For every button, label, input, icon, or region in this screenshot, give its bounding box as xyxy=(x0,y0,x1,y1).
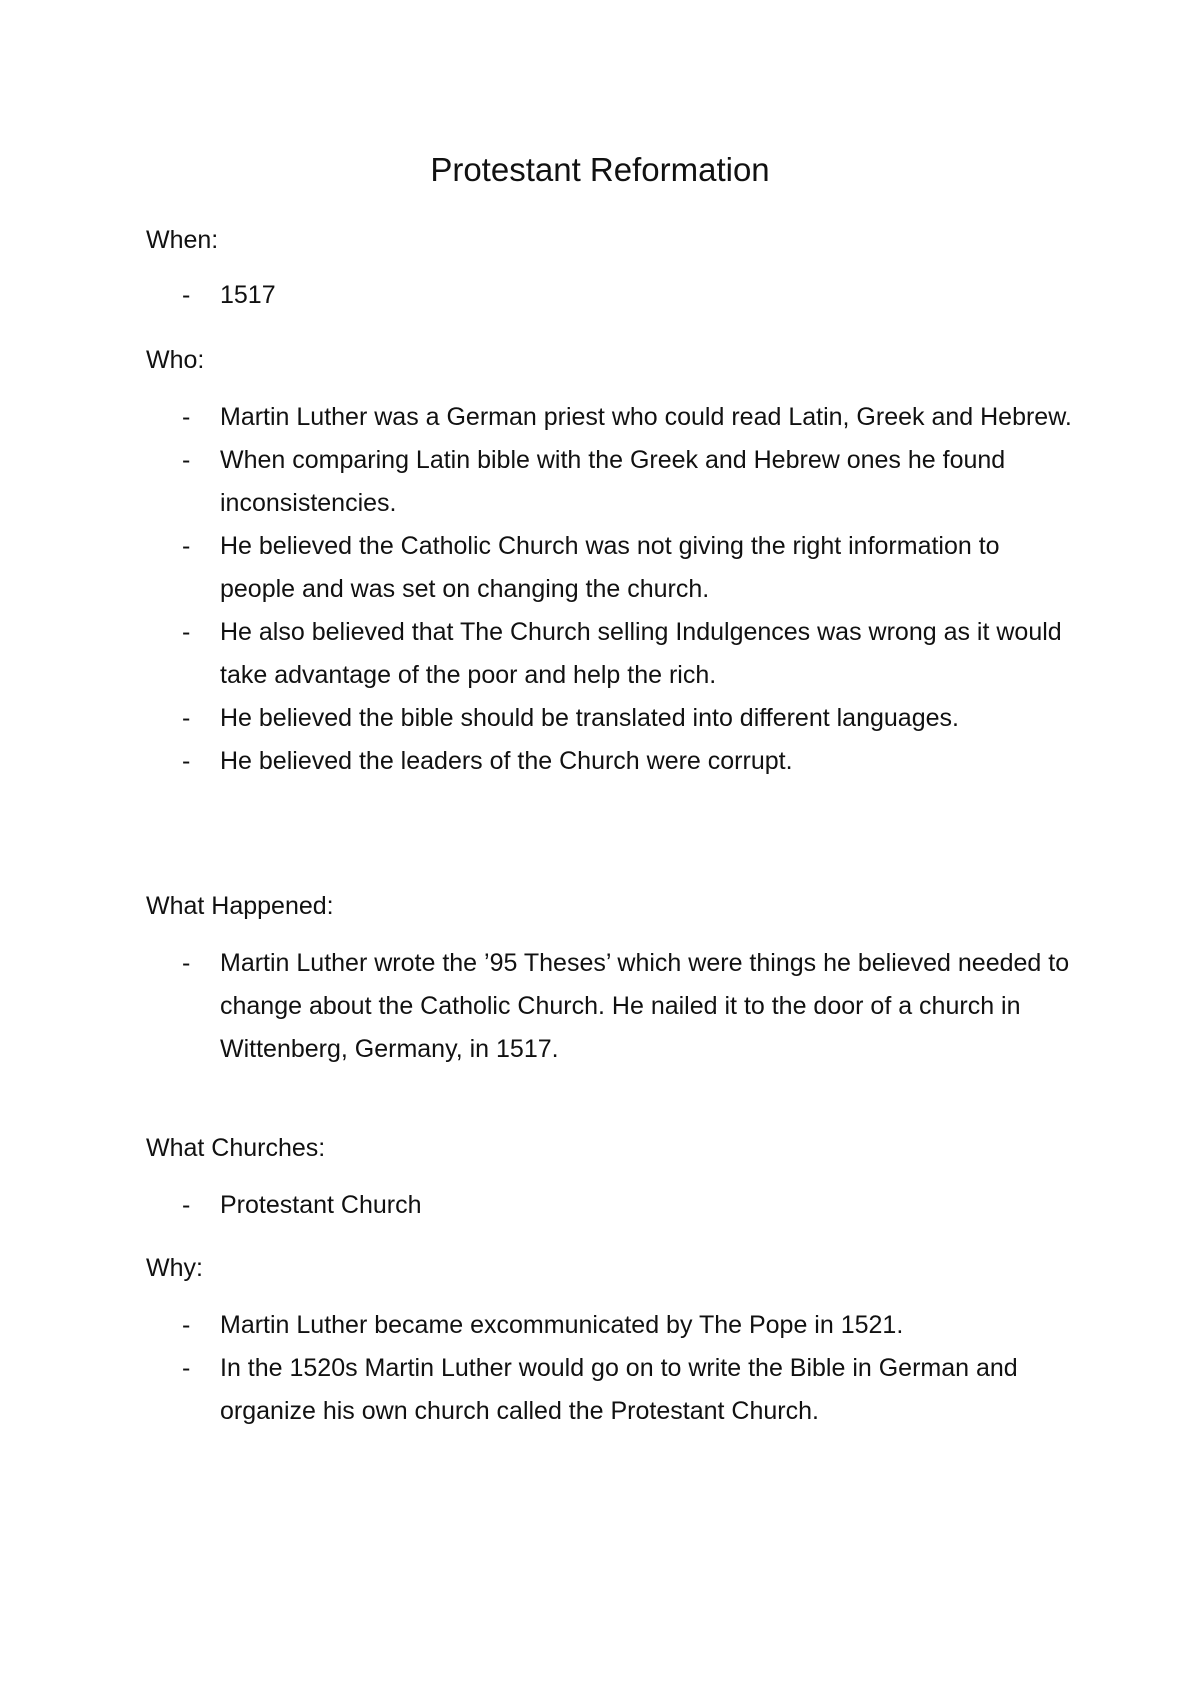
list-item xyxy=(146,1304,1076,1347)
dash-bullet-icon: - xyxy=(182,1311,191,1339)
dash-bullet-icon: - xyxy=(182,281,191,309)
section-heading: Why: xyxy=(146,1254,203,1282)
section-heading: What Happened: xyxy=(146,892,334,920)
list-item xyxy=(146,1184,1076,1227)
list-item xyxy=(146,439,1076,525)
list-item-text: Martin Luther became excommunicated by The Pope in 1521. xyxy=(220,1311,904,1339)
section-when xyxy=(146,222,1076,317)
list-item-text: He believed the Catholic Church was not giving the right information to people and was set on changing the church. xyxy=(220,532,1000,603)
section-why xyxy=(146,1250,1076,1433)
bullet-list xyxy=(146,942,1076,1071)
page-title: Protestant Reformation xyxy=(430,151,770,188)
list-item-text: He believed the bible should be translated into different languages. xyxy=(220,704,959,732)
list-item xyxy=(146,1347,1076,1433)
list-item xyxy=(146,611,1076,697)
bullet-list xyxy=(146,1304,1076,1433)
dash-bullet-icon: - xyxy=(182,403,191,431)
list-item-text: He also believed that The Church selling Indulgences was wrong as it would take advantage of the poor and help the rich. xyxy=(220,618,1062,689)
list-item-text: In the 1520s Martin Luther would go on to write the Bible in German and organize his own church called the Protestant Church. xyxy=(220,1354,1018,1425)
dash-bullet-icon: - xyxy=(182,704,191,732)
dash-bullet-icon: - xyxy=(182,1354,191,1382)
dash-bullet-icon: - xyxy=(182,446,191,474)
section-what-happened xyxy=(146,888,1076,1071)
dash-bullet-icon: - xyxy=(182,618,191,646)
list-item-text: Martin Luther was a German priest who could read Latin, Greek and Hebrew. xyxy=(220,403,1072,431)
list-item xyxy=(146,697,1076,740)
section-what-churches xyxy=(146,1130,1076,1227)
list-item xyxy=(146,396,1076,439)
section-heading: Who: xyxy=(146,346,205,374)
list-item xyxy=(146,740,1076,783)
list-item-text: Protestant Church xyxy=(220,1191,422,1219)
dash-bullet-icon: - xyxy=(182,1191,191,1219)
list-item-text: Martin Luther wrote the ’95 Theses’ which were things he believed needed to change about the Catholic Church. He nailed it to the door of a church in Wittenberg, Germany, in 1517. xyxy=(220,949,1070,1063)
list-item-text: He believed the leaders of the Church were corrupt. xyxy=(220,747,793,775)
list-item xyxy=(146,274,1076,317)
list-item-text: 1517 xyxy=(220,281,276,309)
dash-bullet-icon: - xyxy=(182,747,191,775)
dash-bullet-icon: - xyxy=(182,949,191,977)
section-heading: When: xyxy=(146,226,219,254)
section-heading: What Churches: xyxy=(146,1134,326,1162)
list-item-text: When comparing Latin bible with the Greek and Hebrew ones he found inconsistencies. xyxy=(220,446,1006,517)
list-item xyxy=(146,525,1076,611)
bullet-list xyxy=(146,1184,1076,1227)
bullet-list xyxy=(146,274,1076,317)
list-item xyxy=(146,942,1076,1071)
bullet-list xyxy=(146,396,1076,783)
dash-bullet-icon: - xyxy=(182,532,191,560)
section-who xyxy=(146,342,1076,783)
